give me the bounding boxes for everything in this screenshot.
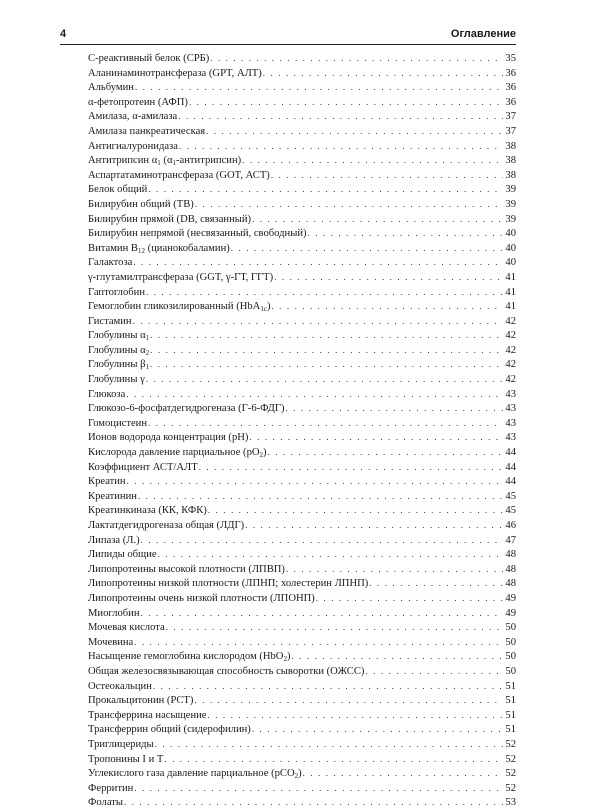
toc-entry[interactable] [88, 518, 516, 533]
toc-entry-page: 41 [505, 286, 516, 298]
dot-leader [135, 80, 503, 95]
toc-entry-page: 36 [505, 96, 516, 108]
toc-entry[interactable] [88, 547, 516, 562]
toc-entry[interactable] [88, 357, 516, 372]
toc-entry-title: Гистамин [88, 315, 132, 327]
toc-entry[interactable] [88, 299, 516, 314]
dot-leader [316, 591, 504, 606]
toc-entry-title: Миоглобин [88, 607, 140, 619]
dot-leader [208, 708, 504, 723]
toc-entry[interactable] [88, 766, 516, 781]
toc-entry[interactable] [88, 401, 516, 416]
toc-entry-title: Антитрипсин $\alpha_1$ $(\alpha_1-антитрипсин)$ [88, 155, 242, 168]
toc-entry-title: Липиды общие [88, 549, 157, 561]
toc-entry[interactable] [88, 649, 516, 664]
dot-leader [124, 795, 503, 810]
toc-entry-page: 39 [505, 198, 516, 210]
toc-entry[interactable] [88, 197, 516, 212]
toc-entry-page: 50 [505, 651, 516, 663]
toc-entry[interactable] [88, 679, 516, 694]
dot-leader [252, 212, 503, 227]
toc-entry-title: Креатинин [88, 490, 137, 502]
dot-leader [365, 664, 503, 679]
dot-leader [166, 620, 504, 635]
dot-leader [138, 489, 503, 504]
toc-entry-title: Тропонины I и T [88, 753, 164, 765]
toc-entry-title: Липопротеины низкой плотности (ЛПНП; холестерин ЛПНП) [88, 578, 369, 590]
toc-entry-page: 42 [505, 315, 516, 327]
dot-leader [268, 445, 504, 460]
toc-entry-title: Лактатдегидрогеназа общая (ЛДГ) [88, 520, 245, 531]
toc-entry[interactable] [88, 212, 516, 227]
toc-entry[interactable] [88, 664, 516, 679]
toc-entry-title: Альбумин [88, 82, 134, 94]
toc-entry-page: 42 [505, 374, 516, 386]
toc-entry-page: 43 [505, 403, 516, 415]
dot-leader [271, 168, 504, 183]
toc-entry[interactable] [88, 708, 516, 723]
toc-entry-title: Фолаты [88, 797, 123, 809]
toc-entry-page: 40 [505, 242, 516, 254]
toc-entry-title: Ферритин [88, 782, 134, 794]
toc-entry[interactable] [88, 489, 516, 504]
dot-leader [126, 387, 503, 402]
toc-entry[interactable] [88, 255, 516, 270]
dot-leader [134, 635, 503, 650]
toc-entry[interactable] [88, 533, 516, 548]
dot-leader [179, 139, 503, 154]
toc-entry-page: 36 [505, 67, 516, 79]
toc-entry-page: 51 [505, 724, 516, 736]
toc-entry-title: Мочевина [88, 636, 134, 648]
dot-leader [133, 255, 503, 270]
dot-leader [369, 576, 503, 591]
toc-entry-title: Глюкозо-6-фосфатдегидрогеназа (Г-6-ФДГ) [88, 403, 285, 415]
toc-entry-page: 44 [505, 447, 516, 459]
toc-entry-page: 42 [505, 330, 516, 342]
toc-entry-page: 53 [505, 797, 516, 809]
toc-entry-page: 39 [505, 213, 516, 225]
section-title: Оглавление [450, 28, 516, 40]
toc-entry[interactable] [88, 328, 516, 343]
dot-leader [245, 518, 503, 533]
toc-entry[interactable] [88, 620, 516, 635]
toc-entry[interactable] [88, 226, 516, 241]
dot-leader [150, 357, 503, 372]
toc-entry-page: 36 [505, 82, 516, 94]
toc-entry[interactable] [88, 241, 516, 256]
toc-entry[interactable] [88, 562, 516, 577]
page-header [60, 26, 516, 45]
toc-entry-title: Билирубин общий (ТВ) [88, 198, 194, 210]
toc-entry-title: Ионов водорода концентрация (pH) [88, 432, 249, 444]
dot-leader [208, 503, 504, 518]
dot-leader [231, 241, 504, 256]
dot-leader [158, 547, 504, 562]
toc-entry-title: Гаптоглобин [88, 286, 145, 298]
toc-entry-page: 49 [505, 607, 516, 619]
toc-entry-page: 48 [505, 578, 516, 590]
dot-leader [285, 401, 503, 416]
toc-entry-title: Билирубин прямой (DB, связанный) [88, 213, 252, 225]
dot-leader [148, 416, 503, 431]
toc-entry[interactable] [88, 95, 516, 110]
toc-entry-title: С-реактивный белок (СРБ) [88, 53, 210, 64]
toc-entry-page: 43 [505, 432, 516, 444]
toc-entry-page: 51 [505, 695, 516, 707]
dot-leader [252, 722, 504, 737]
dot-leader [134, 781, 503, 796]
toc-entry-page: 40 [505, 257, 516, 269]
toc-entry[interactable] [88, 722, 516, 737]
toc-entry-page: 42 [505, 344, 516, 356]
dot-leader [153, 679, 504, 694]
toc-entry-title: Трансферрина насыщение [88, 709, 207, 721]
dot-leader [195, 197, 504, 212]
dot-leader [150, 343, 503, 358]
dot-leader [194, 693, 503, 708]
toc-entry-page: 35 [505, 53, 516, 64]
toc-entry[interactable] [88, 314, 516, 329]
toc-entry[interactable] [88, 781, 516, 796]
toc-entry-page: 45 [505, 505, 516, 517]
toc-entry-title: Трансферрин общий (сидерофилин) [88, 724, 251, 736]
toc-entry-title: Глобулины $\beta_1$ [88, 359, 150, 372]
toc-entry-title: Аспартатаминотрансфераза (GOT, АСТ) [88, 169, 270, 181]
toc-entry-title: Насыщение гемоглобина кислородом (HbO$_2$) [88, 651, 291, 664]
toc-entry-page: 41 [505, 301, 516, 313]
toc-entry-title: Триглицериды [88, 738, 154, 750]
toc-entry-page: 40 [505, 228, 516, 240]
toc-entry-title: Глюкоза [88, 388, 126, 400]
toc-entry-title: Глобулины $\alpha_1$ [88, 330, 150, 343]
dot-leader [263, 66, 504, 81]
toc-entry-title: Кислорода давление парциальное $(pO_2)$ [88, 447, 267, 460]
toc-entry-page: 48 [505, 549, 516, 561]
table-of-contents [88, 51, 516, 810]
toc-entry-title: Витамин $B_{12}$ (цианокобаламин) [88, 242, 230, 255]
toc-entry[interactable] [88, 416, 516, 431]
dot-leader [199, 460, 504, 475]
toc-entry-page: 51 [505, 709, 516, 721]
toc-entry-title: Гемоглобин гликозилированный (HbA$_{1c}$) [88, 301, 271, 314]
toc-entry-page: 48 [505, 563, 516, 575]
toc-entry-page: 50 [505, 622, 516, 634]
toc-entry-page: 44 [505, 476, 516, 488]
toc-entry-page: 45 [505, 490, 516, 502]
toc-entry[interactable] [88, 109, 516, 124]
toc-entry-title: Мочевая кислота [88, 622, 165, 634]
toc-entry-title: Белок общий [88, 184, 148, 196]
toc-entry[interactable] [88, 372, 516, 387]
toc-entry[interactable] [88, 445, 516, 460]
toc-entry-title: Амилаза панкреатическая [88, 125, 206, 137]
dot-leader [242, 153, 503, 168]
toc-entry[interactable] [88, 795, 516, 810]
toc-entry-title: Креатинкиназа (КК, КФК) [88, 505, 207, 517]
dot-leader [189, 95, 503, 110]
toc-entry-title: α-фетопротеин (АФП) [88, 96, 188, 108]
toc-entry-title: Галактоза [88, 257, 133, 269]
toc-entry[interactable] [88, 474, 516, 489]
toc-entry[interactable] [88, 503, 516, 518]
toc-entry-title: Глобулины γ [88, 374, 145, 386]
toc-entry-title: Креатин [88, 476, 126, 488]
toc-entry[interactable] [88, 182, 516, 197]
toc-entry-page: 46 [505, 520, 516, 531]
dot-leader [164, 752, 503, 767]
toc-entry-page: 50 [505, 636, 516, 648]
toc-entry-page: 41 [505, 271, 516, 283]
dot-leader [303, 766, 504, 781]
toc-entry-title: Билирубин непрямой (несвязанный, свободный) [88, 228, 307, 240]
toc-entry-page: 49 [505, 592, 516, 604]
toc-entry-title: Углекислого газа давление парциальное (pCO$_2$) [88, 768, 302, 781]
toc-entry-title: γ-глутамилтрансфераза (GGT, γ-ГТ, ГГТ) [88, 271, 274, 283]
dot-leader [206, 124, 503, 139]
toc-entry-page: 50 [505, 665, 516, 677]
toc-entry[interactable] [88, 576, 516, 591]
toc-entry-title: Прокальцитонин (PCT) [88, 695, 194, 707]
toc-entry-title: Антигиалуронидаза [88, 140, 178, 152]
dot-leader [146, 372, 504, 387]
toc-entry-title: Остеокальцин [88, 680, 152, 692]
dot-leader [210, 51, 503, 66]
toc-entry[interactable] [88, 737, 516, 752]
dot-leader [150, 328, 503, 343]
toc-entry-page: 38 [505, 169, 516, 181]
dot-leader [148, 182, 503, 197]
dot-leader [249, 430, 503, 445]
dot-leader [141, 533, 504, 548]
toc-entry[interactable] [88, 168, 516, 183]
toc-entry[interactable] [88, 51, 516, 66]
toc-entry-title: Липопротеины очень низкой плотности (ЛПОНП) [88, 592, 315, 604]
dot-leader [155, 737, 504, 752]
dot-leader [146, 285, 503, 300]
dot-leader [291, 649, 503, 664]
toc-entry-page: 52 [505, 753, 516, 765]
dot-leader [178, 109, 503, 124]
toc-entry-title: Аланинаминотрансфераза (GPT, АЛТ) [88, 67, 262, 79]
toc-entry-page: 43 [505, 417, 516, 429]
toc-entry[interactable] [88, 343, 516, 358]
page-number: 4 [60, 28, 67, 40]
toc-entry-page: 52 [505, 738, 516, 750]
toc-entry[interactable] [88, 153, 516, 168]
toc-entry[interactable] [88, 635, 516, 650]
dot-leader [271, 299, 503, 314]
toc-entry-title: Гомоцистеин [88, 417, 147, 429]
toc-entry[interactable] [88, 285, 516, 300]
toc-entry-page: 37 [505, 125, 516, 137]
toc-entry-page: 38 [505, 155, 516, 167]
toc-entry-title: Амилаза, α-амилаза [88, 111, 178, 123]
toc-entry[interactable] [88, 66, 516, 81]
dot-leader [141, 606, 504, 621]
toc-entry[interactable] [88, 270, 516, 285]
dot-leader [286, 562, 503, 577]
toc-entry-title: Липаза (Л.) [88, 534, 140, 546]
toc-entry-page: 47 [505, 534, 516, 546]
toc-entry[interactable] [88, 606, 516, 621]
dot-leader [274, 270, 503, 285]
toc-entry-page: 43 [505, 388, 516, 400]
toc-entry[interactable] [88, 460, 516, 475]
toc-entry-title: Коэффициент АСТ/АЛТ [88, 461, 198, 473]
toc-entry[interactable] [88, 139, 516, 154]
toc-entry[interactable] [88, 387, 516, 402]
toc-entry-page: 42 [505, 359, 516, 371]
toc-entry[interactable] [88, 124, 516, 139]
toc-entry[interactable] [88, 752, 516, 767]
toc-entry-page: 37 [505, 111, 516, 123]
toc-entry[interactable] [88, 693, 516, 708]
toc-entry-page: 44 [505, 461, 516, 473]
toc-entry-title: Липопротеины высокой плотности (ЛПВП) [88, 563, 285, 575]
toc-entry-page: 51 [505, 680, 516, 692]
toc-entry-page: 52 [505, 782, 516, 794]
toc-entry-title: Глобулины $\alpha_2$ [88, 344, 150, 357]
dot-leader [127, 474, 504, 489]
toc-entry[interactable] [88, 80, 516, 95]
toc-entry-page: 39 [505, 184, 516, 196]
toc-entry-page: 52 [505, 768, 516, 780]
dot-leader [133, 314, 504, 329]
dot-leader [308, 226, 504, 241]
toc-entry-page: 38 [505, 140, 516, 152]
toc-entry[interactable] [88, 430, 516, 445]
toc-entry[interactable] [88, 591, 516, 606]
toc-entry-title: Общая железосвязывающая способность сыворотки (ОЖСС) [88, 665, 365, 677]
